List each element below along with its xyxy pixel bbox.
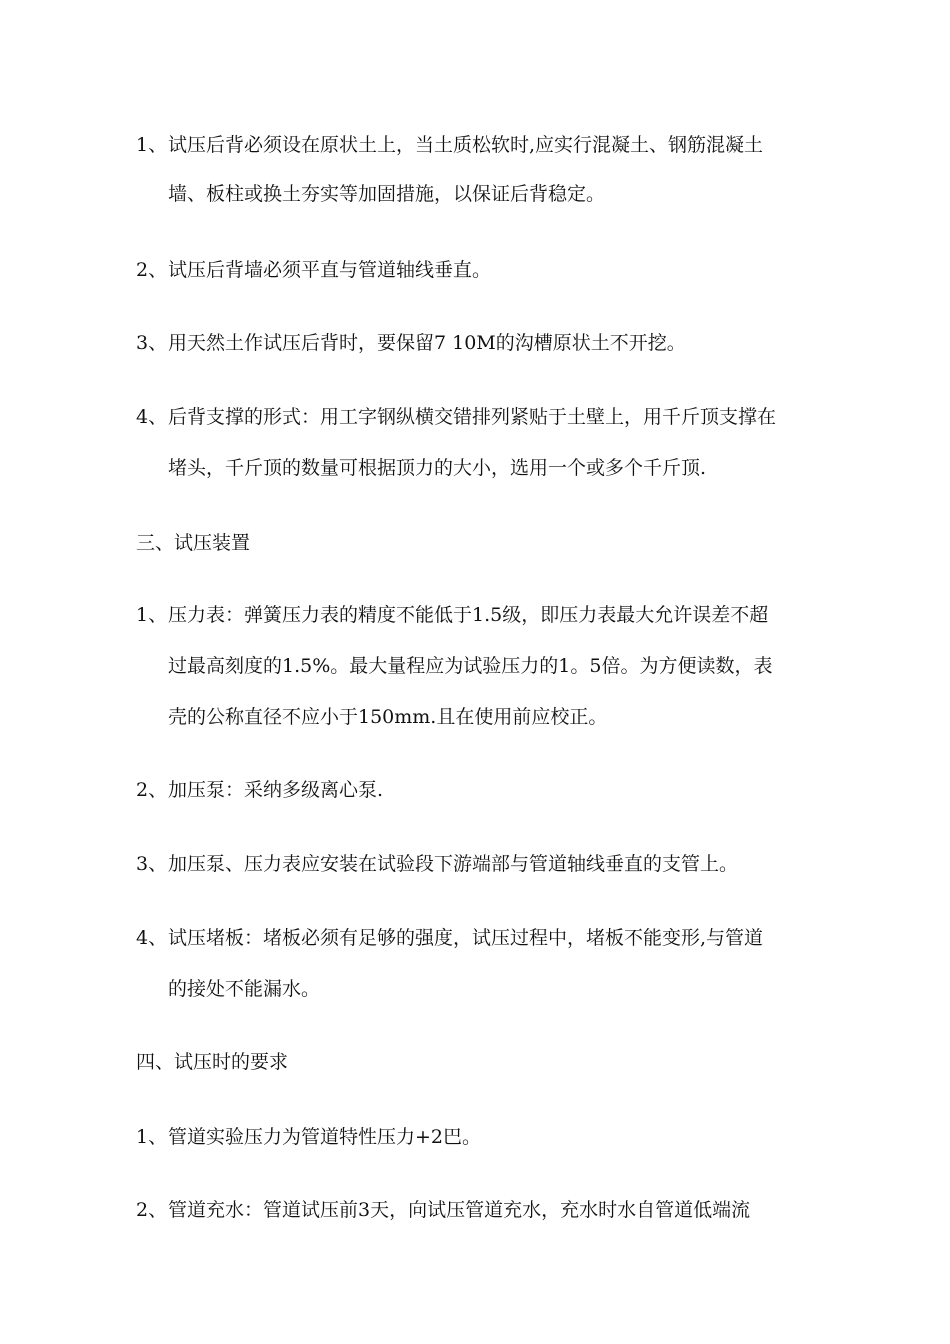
item-number: 1、 bbox=[136, 134, 168, 156]
paragraph-line: 试压后背必须设在原状土上，当土质松软时,应实行混凝土、钢筋混凝土 bbox=[168, 134, 764, 156]
paragraph-line: 墙、板柱或换土夯实等加固措施，以保证后背稳定。 bbox=[168, 183, 606, 205]
paragraph-line: 用天然土作试压后背时，要保留7 10M的沟槽原状土不开挖。 bbox=[168, 332, 686, 354]
item-number: 4、 bbox=[136, 406, 168, 428]
paragraph-line: 壳的公称直径不应小于150mm.且在使用前应校正。 bbox=[168, 706, 608, 728]
item-number: 1、 bbox=[136, 1126, 168, 1148]
paragraph-line: 管道充水：管道试压前3天，向试压管道充水，充水时水自管道低端流 bbox=[168, 1199, 751, 1221]
paragraph-line: 管道实验压力为管道特性压力+2巴。 bbox=[168, 1126, 482, 1148]
paragraph-line: 压力表：弹簧压力表的精度不能低于1.5级，即压力表最大允许误差不超 bbox=[168, 604, 769, 626]
paragraph-line: 过最高刻度的1.5%。最大量程应为试验压力的1。5倍。为方便读数，表 bbox=[168, 655, 773, 677]
item-number: 3、 bbox=[136, 332, 168, 354]
section-heading: 四、试压时的要求 bbox=[136, 1051, 289, 1073]
paragraph-line: 加压泵：采纳多级离心泵. bbox=[168, 779, 384, 801]
item-number: 2、 bbox=[136, 259, 168, 281]
section-heading: 三、试压装置 bbox=[136, 532, 251, 554]
item-number: 1、 bbox=[136, 604, 168, 626]
item-number: 4、 bbox=[136, 927, 168, 949]
item-number: 3、 bbox=[136, 853, 168, 875]
item-number: 2、 bbox=[136, 779, 168, 801]
paragraph-line: 的接处不能漏水。 bbox=[168, 978, 321, 1000]
paragraph-line: 堵头，千斤顶的数量可根据顶力的大小，选用一个或多个千斤顶. bbox=[168, 457, 707, 479]
paragraph-line: 后背支撑的形式：用工字钢纵横交错排列紧贴于土壁上，用千斤顶支撑在 bbox=[168, 406, 777, 428]
paragraph-line: 试压堵板：堵板必须有足够的强度，试压过程中，堵板不能变形,与管道 bbox=[168, 927, 764, 949]
item-number: 2、 bbox=[136, 1199, 168, 1221]
paragraph-line: 加压泵、压力表应安装在试验段下游端部与管道轴线垂直的支管上。 bbox=[168, 853, 739, 875]
paragraph-line: 试压后背墙必须平直与管道轴线垂直。 bbox=[168, 259, 492, 281]
